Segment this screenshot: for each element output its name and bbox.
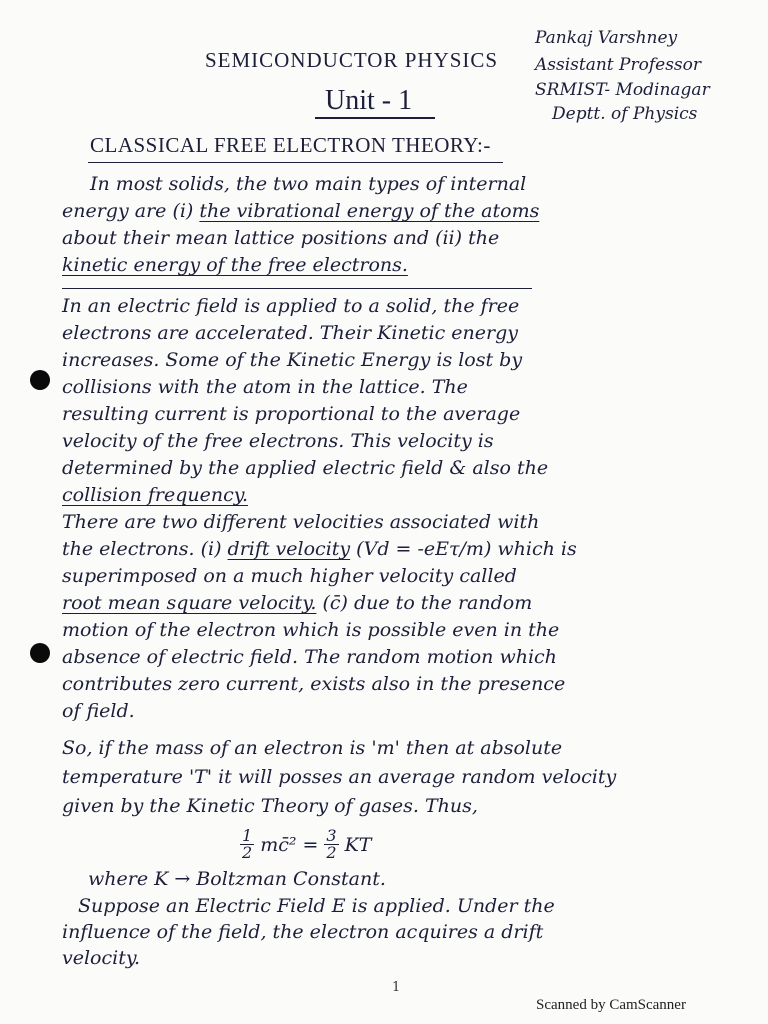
author-name: Pankaj Varshney [535, 28, 678, 48]
para5-line: influence of the field, the electron acquires a drift [62, 921, 544, 943]
scanner-watermark: Scanned by CamScanner [536, 997, 686, 1013]
para2-line: determined by the applied electric field & also the [62, 457, 549, 479]
formula-lhs: mc̄² = [260, 833, 319, 856]
kinetic-energy-formula [240, 828, 371, 861]
para2-line: velocity of the free electrons. This velocity is [62, 430, 494, 452]
para3-line: superimposed on a much higher velocity called [62, 565, 517, 587]
para5-line: Suppose an Electric Field E is applied. Under the [78, 895, 555, 917]
fraction-denominator: 2 [326, 843, 337, 862]
formula-rhs: KT [344, 833, 372, 856]
para2-line: collisions with the atom in the lattice. The [62, 376, 468, 398]
author-department: Deptt. of Physics [552, 104, 698, 124]
para4-line: So, if the mass of an electron is 'm' then at absolute [62, 737, 563, 759]
section-heading: CLASSICAL FREE ELECTRON THEORY:- [90, 133, 491, 157]
heading-underline [88, 162, 503, 163]
para1-line [62, 200, 539, 222]
para1-line: kinetic energy of the free electrons. [62, 254, 408, 276]
para3-line [62, 592, 532, 614]
author-designation: Assistant Professor [535, 55, 701, 75]
para3-text: (Vd = -eEτ/m) which is [350, 538, 577, 560]
unit-underline [315, 117, 435, 119]
para1-underlined: the vibrational energy of the atoms [199, 200, 540, 222]
para2-line: electrons are accelerated. Their Kinetic energy [62, 322, 518, 344]
fraction-half [240, 828, 254, 861]
bullet-dot [30, 643, 50, 663]
para1-line: about their mean lattice positions and (ii) the [62, 227, 500, 249]
bullet-dot [30, 370, 50, 390]
fraction-numerator: 3 [326, 826, 337, 845]
para3-line: motion of the electron which is possible even in the [62, 619, 560, 641]
para3-line [62, 538, 577, 560]
fraction-three-halves [324, 828, 338, 861]
page-number: 1 [392, 980, 401, 995]
page-title: SEMICONDUCTOR PHYSICS [205, 48, 499, 72]
para3-line: of field. [62, 700, 135, 722]
fraction-denominator: 2 [242, 843, 253, 862]
para5-line: velocity. [62, 947, 141, 969]
rms-velocity-term: root mean square velocity. [62, 592, 317, 614]
drift-velocity-term: drift velocity [227, 538, 351, 560]
para3-line: absence of electric field. The random motion which [62, 646, 557, 668]
para1-text: energy are (i) [62, 200, 200, 222]
para2-line: In an electric field is applied to a solid, the free [62, 295, 520, 317]
para4-line: temperature 'T' it will posses an average random velocity [62, 766, 617, 788]
para2-line: increases. Some of the Kinetic Energy is lost by [62, 349, 523, 371]
para2-line: collision frequency. [62, 484, 248, 506]
para3-line: There are two different velocities associated with [62, 511, 540, 533]
para1-line: In most solids, the two main types of internal [90, 173, 527, 195]
paragraph-separator [62, 288, 532, 289]
para2-line: resulting current is proportional to the average [62, 403, 521, 425]
para4-line: given by the Kinetic Theory of gases. Thus, [62, 795, 478, 817]
unit-label: Unit - 1 [325, 85, 413, 116]
author-institute: SRMIST- Modinagar [535, 80, 710, 100]
para3-text: (c̄) due to the random [316, 592, 533, 614]
para3-text: the electrons. (i) [62, 538, 228, 560]
para3-line: contributes zero current, exists also in the presence [62, 673, 566, 695]
fraction-numerator: 1 [242, 826, 253, 845]
where-line: where K → Boltzman Constant. [88, 868, 386, 890]
